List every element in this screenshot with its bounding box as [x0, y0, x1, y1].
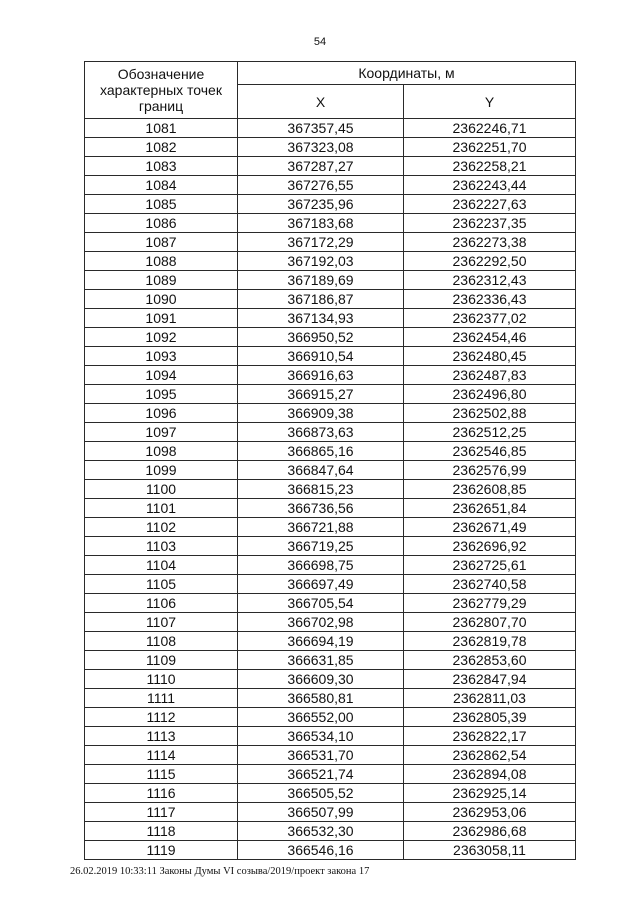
- point-cell: 1118: [85, 822, 238, 841]
- x-coordinate-cell: 366950,52: [238, 328, 404, 347]
- point-cell: 1088: [85, 252, 238, 271]
- table-row: [85, 195, 576, 214]
- y-coordinate-cell: 2362512,25: [404, 423, 576, 442]
- x-coordinate-cell: 366705,54: [238, 594, 404, 613]
- table-body: [85, 119, 576, 860]
- point-cell: 1098: [85, 442, 238, 461]
- x-coordinate-cell: 366521,74: [238, 765, 404, 784]
- x-coordinate-cell: 366910,54: [238, 347, 404, 366]
- table-row: [85, 518, 576, 537]
- table-row: [85, 157, 576, 176]
- point-cell: 1097: [85, 423, 238, 442]
- y-coordinate-cell: 2362292,50: [404, 252, 576, 271]
- x-coordinate-cell: 366865,16: [238, 442, 404, 461]
- table-row: [85, 366, 576, 385]
- x-coordinate-cell: 366694,19: [238, 632, 404, 651]
- table-row: [85, 309, 576, 328]
- y-coordinate-cell: 2362487,83: [404, 366, 576, 385]
- y-coordinate-cell: 2362251,70: [404, 138, 576, 157]
- point-cell: 1082: [85, 138, 238, 157]
- x-coordinate-cell: 366698,75: [238, 556, 404, 575]
- x-coordinate-cell: 366702,98: [238, 613, 404, 632]
- y-coordinate-cell: 2362454,46: [404, 328, 576, 347]
- y-coordinate-cell: 2362546,85: [404, 442, 576, 461]
- x-coordinate-cell: 366631,85: [238, 651, 404, 670]
- x-coordinate-cell: 366909,38: [238, 404, 404, 423]
- page-number: 54: [313, 36, 327, 48]
- table-row: [85, 575, 576, 594]
- x-coordinate-cell: 366507,99: [238, 803, 404, 822]
- point-cell: 1081: [85, 119, 238, 138]
- x-coordinate-cell: 366532,30: [238, 822, 404, 841]
- point-cell: 1086: [85, 214, 238, 233]
- point-cell: 1091: [85, 309, 238, 328]
- y-coordinate-cell: 2362986,68: [404, 822, 576, 841]
- point-cell: 1106: [85, 594, 238, 613]
- point-cell: 1100: [85, 480, 238, 499]
- y-coordinate-cell: 2362258,21: [404, 157, 576, 176]
- y-coordinate-cell: 2362925,14: [404, 784, 576, 803]
- y-coordinate-cell: 2362819,78: [404, 632, 576, 651]
- y-coordinate-cell: 2362822,17: [404, 727, 576, 746]
- x-coordinate-cell: 366546,16: [238, 841, 404, 860]
- table-row: [85, 499, 576, 518]
- point-cell: 1109: [85, 651, 238, 670]
- y-coordinate-cell: 2362847,94: [404, 670, 576, 689]
- table-row: [85, 727, 576, 746]
- table-row: [85, 613, 576, 632]
- point-cell: 1117: [85, 803, 238, 822]
- table-row: [85, 461, 576, 480]
- point-cell: 1101: [85, 499, 238, 518]
- y-coordinate-cell: 2362246,71: [404, 119, 576, 138]
- x-coordinate-cell: 367134,93: [238, 309, 404, 328]
- table-row: [85, 822, 576, 841]
- x-coordinate-cell: 366719,25: [238, 537, 404, 556]
- x-coordinate-cell: 366847,64: [238, 461, 404, 480]
- point-cell: 1119: [85, 841, 238, 860]
- table-row: [85, 347, 576, 366]
- point-cell: 1090: [85, 290, 238, 309]
- y-coordinate-cell: 2362779,29: [404, 594, 576, 613]
- table-row: [85, 328, 576, 347]
- y-coordinate-cell: 2362953,06: [404, 803, 576, 822]
- point-cell: 1099: [85, 461, 238, 480]
- x-coordinate-cell: 367183,68: [238, 214, 404, 233]
- table-row: [85, 784, 576, 803]
- point-cell: 1114: [85, 746, 238, 765]
- point-cell: 1094: [85, 366, 238, 385]
- y-coordinate-cell: 2362243,44: [404, 176, 576, 195]
- header-y: Y: [404, 85, 576, 119]
- x-coordinate-cell: 366531,70: [238, 746, 404, 765]
- y-coordinate-cell: 2362894,08: [404, 765, 576, 784]
- point-cell: 1092: [85, 328, 238, 347]
- point-cell: 1085: [85, 195, 238, 214]
- table-row: [85, 803, 576, 822]
- point-cell: 1105: [85, 575, 238, 594]
- y-coordinate-cell: 2362740,58: [404, 575, 576, 594]
- table-row: [85, 233, 576, 252]
- x-coordinate-cell: 366873,63: [238, 423, 404, 442]
- point-cell: 1103: [85, 537, 238, 556]
- x-coordinate-cell: 366552,00: [238, 708, 404, 727]
- table-row: [85, 480, 576, 499]
- point-cell: 1093: [85, 347, 238, 366]
- y-coordinate-cell: 2362227,63: [404, 195, 576, 214]
- point-cell: 1096: [85, 404, 238, 423]
- header-x: X: [238, 85, 404, 119]
- table-row: [85, 670, 576, 689]
- coordinates-table: [84, 61, 576, 860]
- table-row: [85, 119, 576, 138]
- point-cell: 1113: [85, 727, 238, 746]
- table-row: [85, 385, 576, 404]
- table-row: [85, 556, 576, 575]
- table-row: [85, 404, 576, 423]
- y-coordinate-cell: 2362608,85: [404, 480, 576, 499]
- table-row: [85, 442, 576, 461]
- point-cell: 1087: [85, 233, 238, 252]
- x-coordinate-cell: 367189,69: [238, 271, 404, 290]
- x-coordinate-cell: 367357,45: [238, 119, 404, 138]
- x-coordinate-cell: 367276,55: [238, 176, 404, 195]
- table-row: [85, 651, 576, 670]
- x-coordinate-cell: 366580,81: [238, 689, 404, 708]
- table-row: [85, 537, 576, 556]
- table-row: [85, 632, 576, 651]
- table-row: [85, 214, 576, 233]
- x-coordinate-cell: 366697,49: [238, 575, 404, 594]
- point-cell: 1107: [85, 613, 238, 632]
- table-header: [85, 62, 576, 119]
- y-coordinate-cell: 2362377,02: [404, 309, 576, 328]
- point-cell: 1111: [85, 689, 238, 708]
- y-coordinate-cell: 2362807,70: [404, 613, 576, 632]
- table-row: [85, 138, 576, 157]
- y-coordinate-cell: 2362502,88: [404, 404, 576, 423]
- table-row: [85, 176, 576, 195]
- point-cell: 1089: [85, 271, 238, 290]
- y-coordinate-cell: 2362496,80: [404, 385, 576, 404]
- point-cell: 1112: [85, 708, 238, 727]
- x-coordinate-cell: 366534,10: [238, 727, 404, 746]
- x-coordinate-cell: 366505,52: [238, 784, 404, 803]
- table-row: [85, 841, 576, 860]
- x-coordinate-cell: 367192,03: [238, 252, 404, 271]
- point-cell: 1110: [85, 670, 238, 689]
- y-coordinate-cell: 2362671,49: [404, 518, 576, 537]
- y-coordinate-cell: 2362237,35: [404, 214, 576, 233]
- x-coordinate-cell: 366736,56: [238, 499, 404, 518]
- x-coordinate-cell: 366915,27: [238, 385, 404, 404]
- y-coordinate-cell: 2362312,43: [404, 271, 576, 290]
- y-coordinate-cell: 2362725,61: [404, 556, 576, 575]
- point-cell: 1084: [85, 176, 238, 195]
- y-coordinate-cell: 2362805,39: [404, 708, 576, 727]
- point-cell: 1102: [85, 518, 238, 537]
- y-coordinate-cell: 2362853,60: [404, 651, 576, 670]
- y-coordinate-cell: 2362480,45: [404, 347, 576, 366]
- y-coordinate-cell: 2362862,54: [404, 746, 576, 765]
- y-coordinate-cell: 2362273,38: [404, 233, 576, 252]
- table-row: [85, 271, 576, 290]
- point-cell: 1104: [85, 556, 238, 575]
- x-coordinate-cell: 366815,23: [238, 480, 404, 499]
- point-cell: 1116: [85, 784, 238, 803]
- y-coordinate-cell: 2362576,99: [404, 461, 576, 480]
- y-coordinate-cell: 2362651,84: [404, 499, 576, 518]
- table-row: [85, 290, 576, 309]
- point-cell: 1108: [85, 632, 238, 651]
- x-coordinate-cell: 367235,96: [238, 195, 404, 214]
- x-coordinate-cell: 366609,30: [238, 670, 404, 689]
- y-coordinate-cell: 2363058,11: [404, 841, 576, 860]
- header-coordinates: Координаты, м: [238, 62, 576, 85]
- header-designation: Обозначение характерных точек границ: [85, 62, 238, 119]
- table-row: [85, 689, 576, 708]
- x-coordinate-cell: 367186,87: [238, 290, 404, 309]
- table-row: [85, 594, 576, 613]
- x-coordinate-cell: 366721,88: [238, 518, 404, 537]
- point-cell: 1115: [85, 765, 238, 784]
- x-coordinate-cell: 367323,08: [238, 138, 404, 157]
- table-row: [85, 423, 576, 442]
- table-row: [85, 746, 576, 765]
- x-coordinate-cell: 367287,27: [238, 157, 404, 176]
- table-row: [85, 708, 576, 727]
- document-footer: 26.02.2019 10:33:11 Законы Думы VI созыва/2019/проект закона 17: [70, 866, 370, 877]
- table-row: [85, 252, 576, 271]
- point-cell: 1095: [85, 385, 238, 404]
- table-row: [85, 765, 576, 784]
- x-coordinate-cell: 366916,63: [238, 366, 404, 385]
- x-coordinate-cell: 367172,29: [238, 233, 404, 252]
- point-cell: 1083: [85, 157, 238, 176]
- y-coordinate-cell: 2362811,03: [404, 689, 576, 708]
- y-coordinate-cell: 2362696,92: [404, 537, 576, 556]
- y-coordinate-cell: 2362336,43: [404, 290, 576, 309]
